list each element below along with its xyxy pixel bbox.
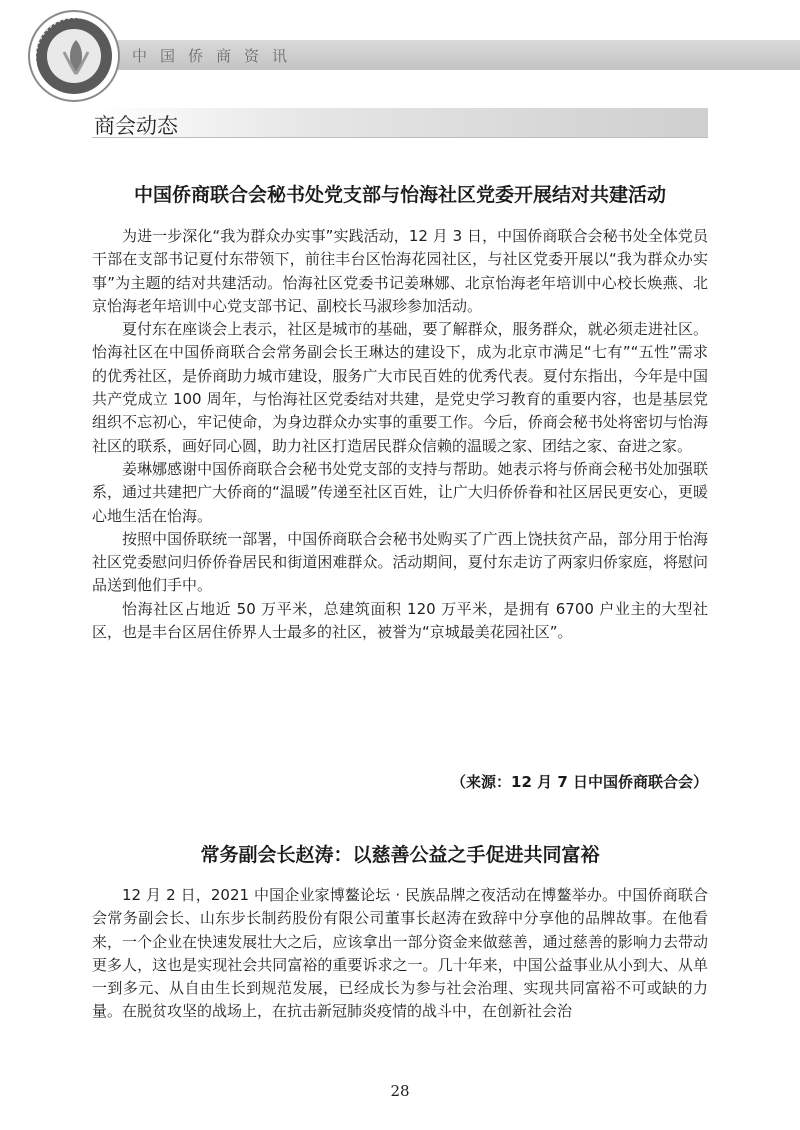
article-2-body — [92, 884, 708, 1024]
article-2-title: 常务副会长赵涛：以慈善公益之手促进共同富裕 — [200, 844, 600, 866]
article-1-paragraph: 姜琳娜感谢中国侨商联合会秘书处党支部的支持与帮助。她表示将与侨商会秘书处加强联系，通过共建把广大侨商的“温暖”传递至社区百姓，让广大归侨侨眷和社区居民更安心，更暖心地生活在怡海。 — [92, 459, 708, 525]
organization-logo — [28, 10, 120, 102]
article-1-paragraph: 怡海社区占地近 50 万平米，总建筑面积 120 万平米，是拥有 6700 户业主的大型社区，也是丰台区居住侨界人士最多的社区，被誉为“京城最美花园社区”。 — [92, 599, 708, 642]
logo-emblem-icon — [30, 12, 122, 104]
page-number: 28 — [390, 1082, 410, 1100]
article-1-paragraph: 为进一步深化“我为群众办实事”实践活动，12 月 3 日，中国侨商联合会秘书处全体党员干部在支部书记夏付东带领下，前往丰台区怡海花园社区，与社区党委开展以“我为群众办实事”为主题的结对共建活动。怡海社区党委书记姜琳娜、北京怡海老年培训中心校长焕燕、北京怡海老年培训中心党支部书记、副校长马淑珍参加活动。 — [92, 227, 708, 315]
article-1-body — [92, 225, 708, 644]
article-1-title: 中国侨商联合会秘书处党支部与怡海社区党委开展结对共建活动 — [133, 184, 666, 206]
header-band — [60, 40, 800, 70]
header-title: 中国侨商资讯 — [132, 47, 301, 65]
section-heading-label: 商会动态 — [94, 114, 178, 138]
article-1-source: （来源：12 月 7 日中国侨商联合会） — [451, 773, 708, 791]
article-1-paragraph: 夏付东在座谈会上表示，社区是城市的基础，要了解群众，服务群众，就必须走进社区。怡海社区在中国侨商联合会常务副会长王琳达的建设下，成为北京市满足“七有”“五性”需求的优秀社区，是侨商助力城市建设，服务广大市民百姓的优秀代表。夏付东指出，今年是中国共产党成立 100 周年，与怡海社区党委结对共建，是党史学习教育的重要内容，也是基层党组织不忘初心，牢记使命，为身边群众办实事的重要工作。今后，侨商会秘书处将密切与怡海社区的联系，画好同心圆，助力社区打造居民群众信赖的温暖之家、团结之家、奋进之家。 — [92, 320, 708, 455]
section-heading — [92, 108, 708, 138]
article-1-paragraph: 按照中国侨联统一部署，中国侨商联合会秘书处购买了广西上饶扶贫产品，部分用于怡海社区党委慰问归侨侨眷居民和街道困难群众。活动期间，夏付东走访了两家归侨家庭，将慰问品送到他们手中。 — [92, 529, 708, 595]
article-2-paragraph: 12 月 2 日，2021 中国企业家博鳌论坛 · 民族品牌之夜活动在博鳌举办。中国侨商联合会常务副会长、山东步长制药股份有限公司董事长赵涛在致辞中分享他的品牌故事。在他看来，一个企业在快速发展壮大之后，应该拿出一部分资金来做慈善，通过慈善的影响力去带动更多人，这也是实现社会共同富裕的重要诉求之一。几十年来，中国公益事业从小到大、从单一到多元、从自由生长到规范发展，已经成长为参与社会治理、实现共同富裕不可或缺的力量。在脱贫攻坚的战场上，在抗击新冠肺炎疫情的战斗中，在创新社会治 — [92, 886, 708, 1021]
